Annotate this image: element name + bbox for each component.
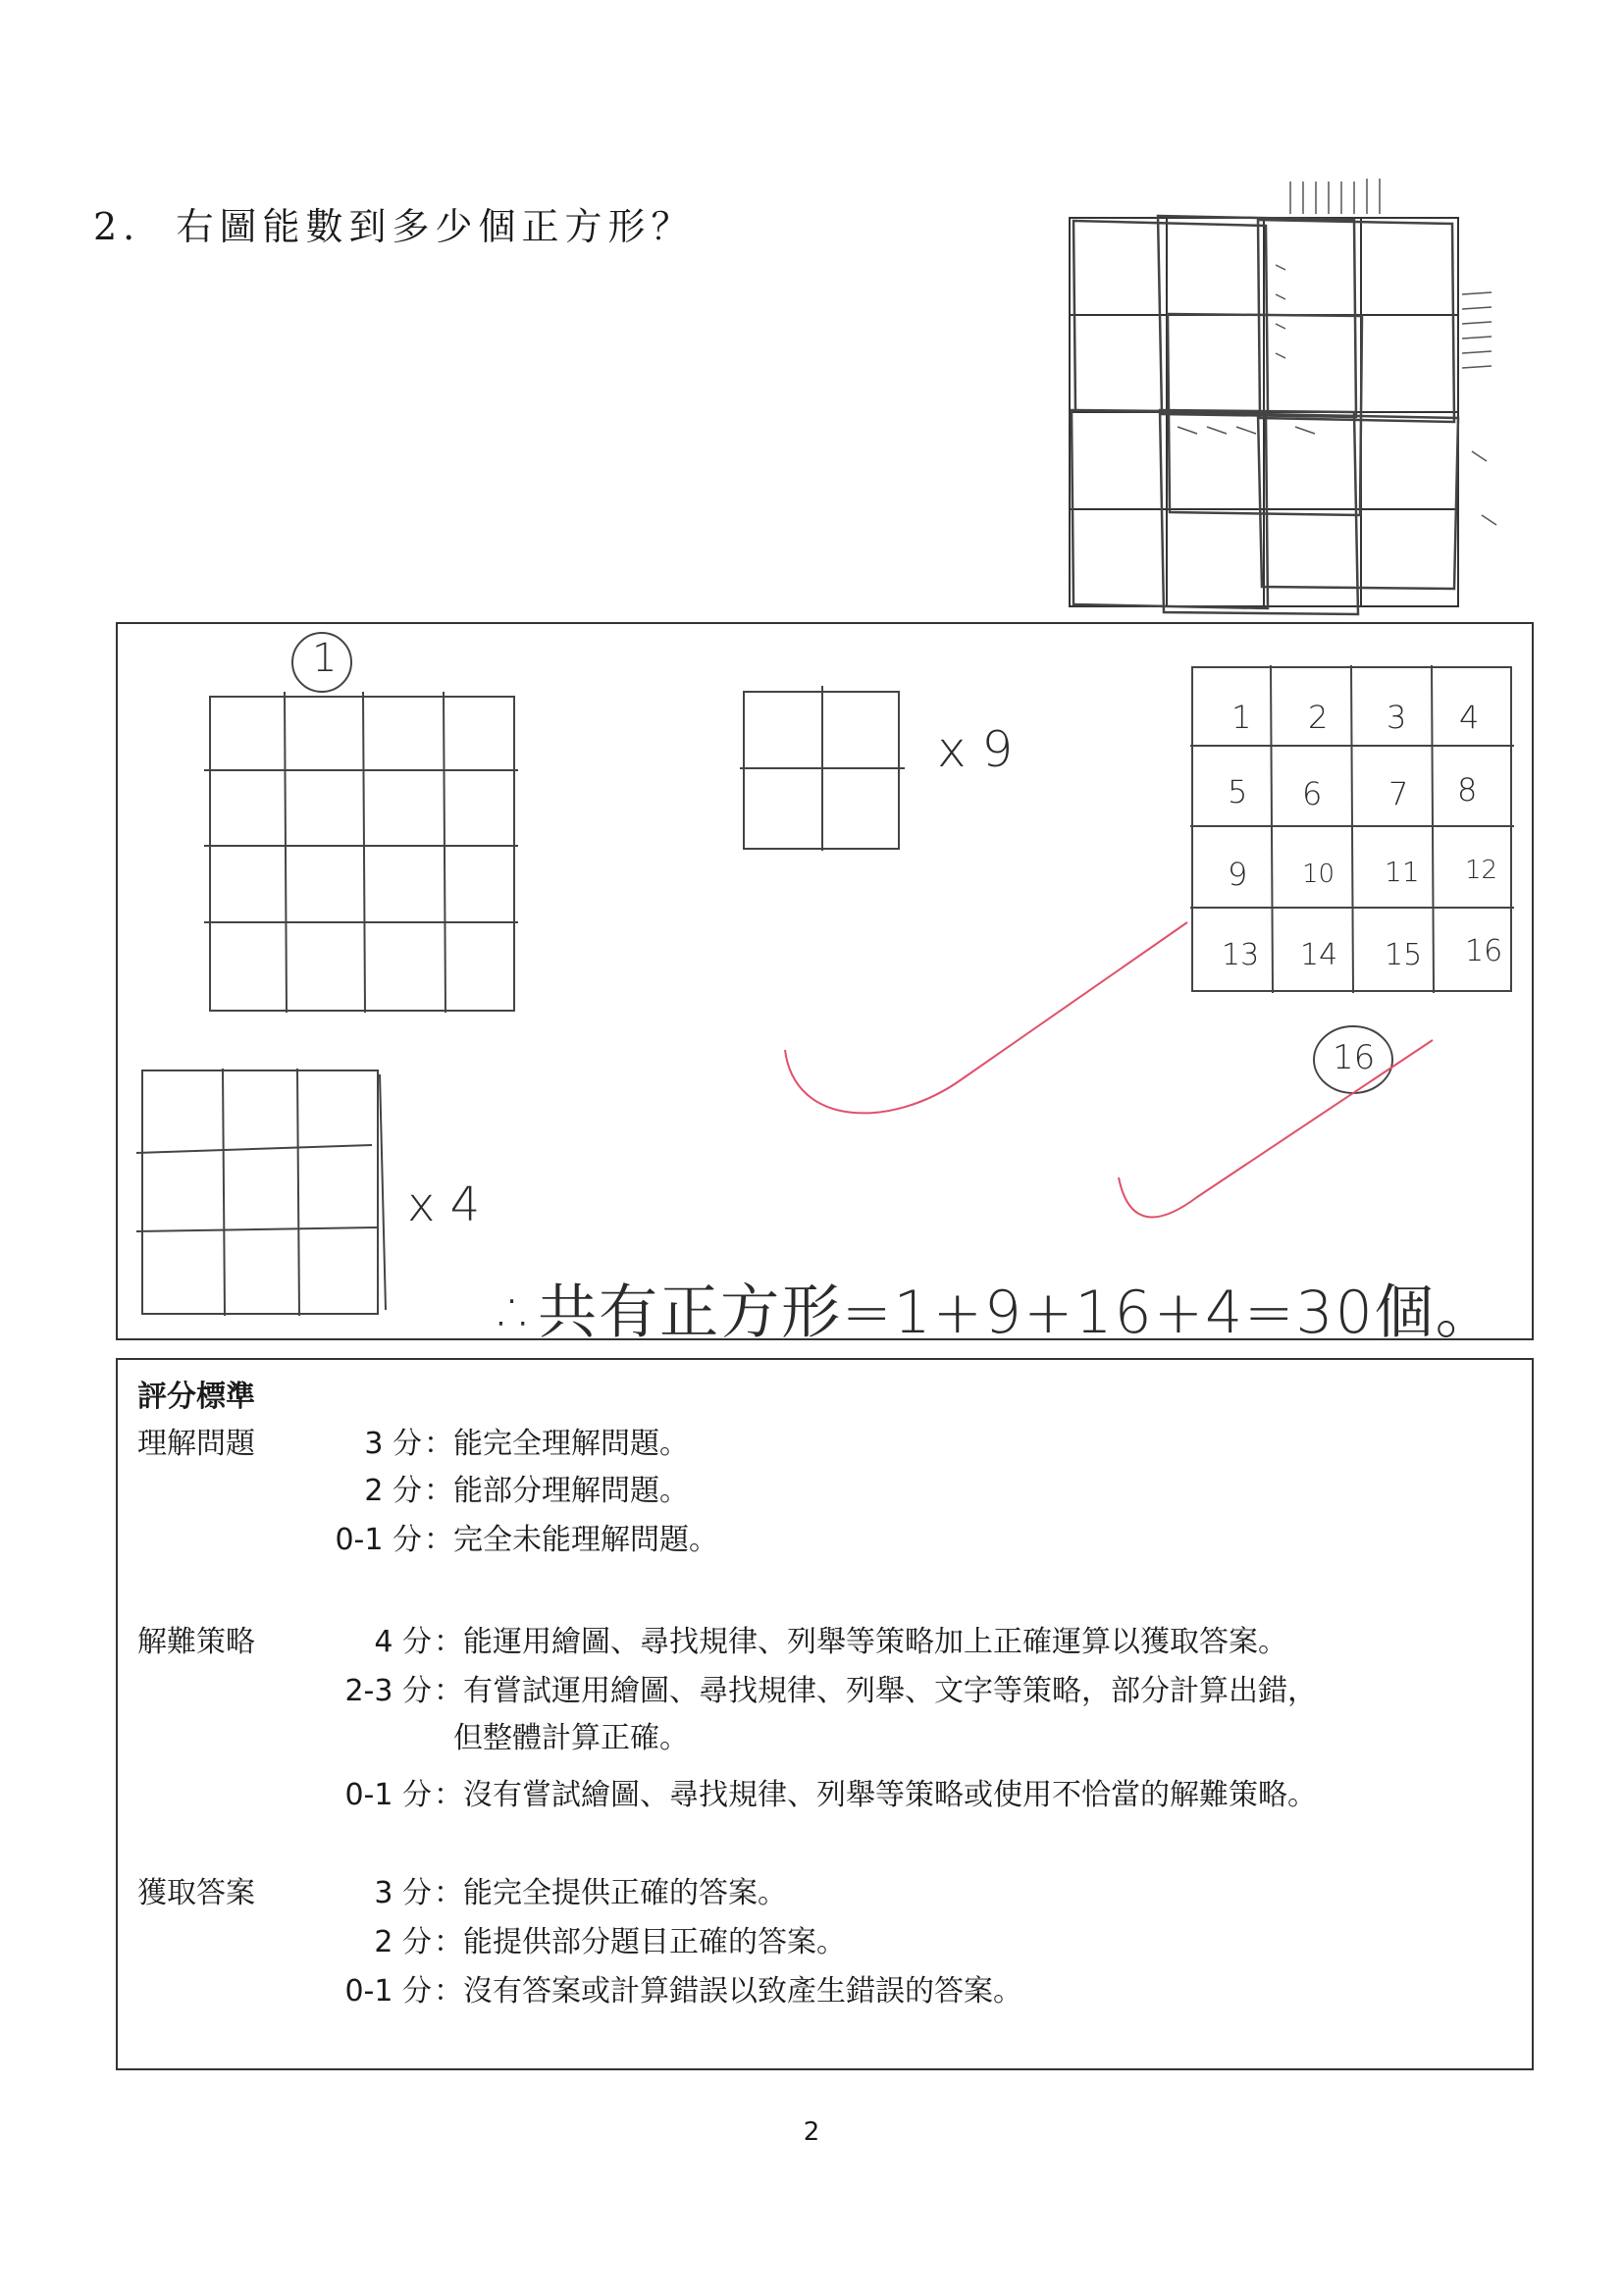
grid-number: 12 (1465, 856, 1498, 885)
grid-number: 8 (1457, 771, 1478, 809)
grid-number: 5 (1228, 773, 1248, 810)
times-nine-label: x 9 (937, 721, 1014, 778)
rubric-score: 4 分 (374, 1625, 432, 1659)
rubric-title: 評分標準 (137, 1380, 255, 1414)
rubric-score: 0-1 分 (344, 1778, 432, 1812)
question-number: 2. (93, 205, 141, 248)
rubric-desc: ：沒有嘗試繪圖、尋找規律、列舉等策略或使用不恰當的解難策略。 (434, 1778, 1317, 1812)
large-grid-sketch (196, 628, 530, 1020)
medium-grid-sketch (132, 1065, 388, 1320)
question-body: 右圖能數到多少個正方形？ (176, 205, 695, 248)
grid-number: 7 (1388, 775, 1409, 812)
rubric-score: 3 分 (364, 1427, 422, 1461)
rubric-desc: ：能完全理解問題。 (424, 1427, 689, 1461)
rubric-desc: ：能運用繪圖、尋找規律、列舉等策略加上正確運算以獲取答案。 (434, 1625, 1287, 1659)
question-text (93, 196, 694, 250)
grid-number: 2 (1308, 699, 1329, 736)
times-four-label: x 4 (407, 1177, 481, 1232)
rubric-score: 2 分 (374, 1925, 432, 1959)
rubric-desc: ：有嘗試運用繪圖、尋找規律、列舉、文字等策略，部分計算出錯， (434, 1674, 1317, 1708)
rubric-desc: 但整體計算正確。 (453, 1721, 689, 1755)
grid-number: 16 (1465, 934, 1503, 968)
rubric-desc: ：能提供部分題目正確的答案。 (434, 1925, 846, 1959)
rubric-desc: ：沒有答案或計算錯誤以致產生錯誤的答案。 (434, 1974, 1022, 2009)
rubric-score: 2 分 (364, 1474, 422, 1508)
rubric-category-answer: 獲取答案 (137, 1876, 255, 1910)
rubric-desc: ：完全未能理解問題。 (424, 1523, 718, 1557)
rubric-category-strategy: 解難策略 (137, 1625, 255, 1659)
grid-number: 13 (1222, 938, 1260, 972)
rubric-score: 3 分 (374, 1876, 432, 1910)
rubric-desc: ：能部分理解問題。 (424, 1474, 689, 1508)
rubric-desc: ：能完全提供正確的答案。 (434, 1876, 787, 1910)
grid-number: 10 (1302, 860, 1335, 889)
rubric-score: 2-3 分 (344, 1674, 432, 1708)
grid-number: 15 (1385, 938, 1423, 972)
question-figure (1050, 177, 1531, 618)
rubric-score: 0-1 分 (335, 1523, 422, 1557)
circled-one-label: 1 (312, 636, 338, 681)
grid-number: 3 (1387, 699, 1407, 736)
rubric-box (116, 1358, 1534, 2070)
red-check-mark (775, 903, 1462, 1374)
small-grid-sketch (736, 682, 913, 859)
grid-number: 9 (1228, 856, 1248, 893)
circled-sixteen-label: 16 (1333, 1038, 1376, 1077)
answer-equation: ∴共有正方形=1+9+16+4=30個。 (498, 1278, 1496, 1347)
rubric-category-understanding: 理解問題 (137, 1427, 255, 1461)
page-number: 2 (803, 2117, 820, 2147)
grid-number: 1 (1231, 699, 1252, 736)
grid-number: 4 (1459, 699, 1480, 736)
grid-number: 14 (1300, 938, 1338, 972)
rubric-score: 0-1 分 (344, 1974, 432, 2009)
grid-number: 6 (1302, 775, 1323, 812)
grid-number: 11 (1385, 856, 1420, 888)
